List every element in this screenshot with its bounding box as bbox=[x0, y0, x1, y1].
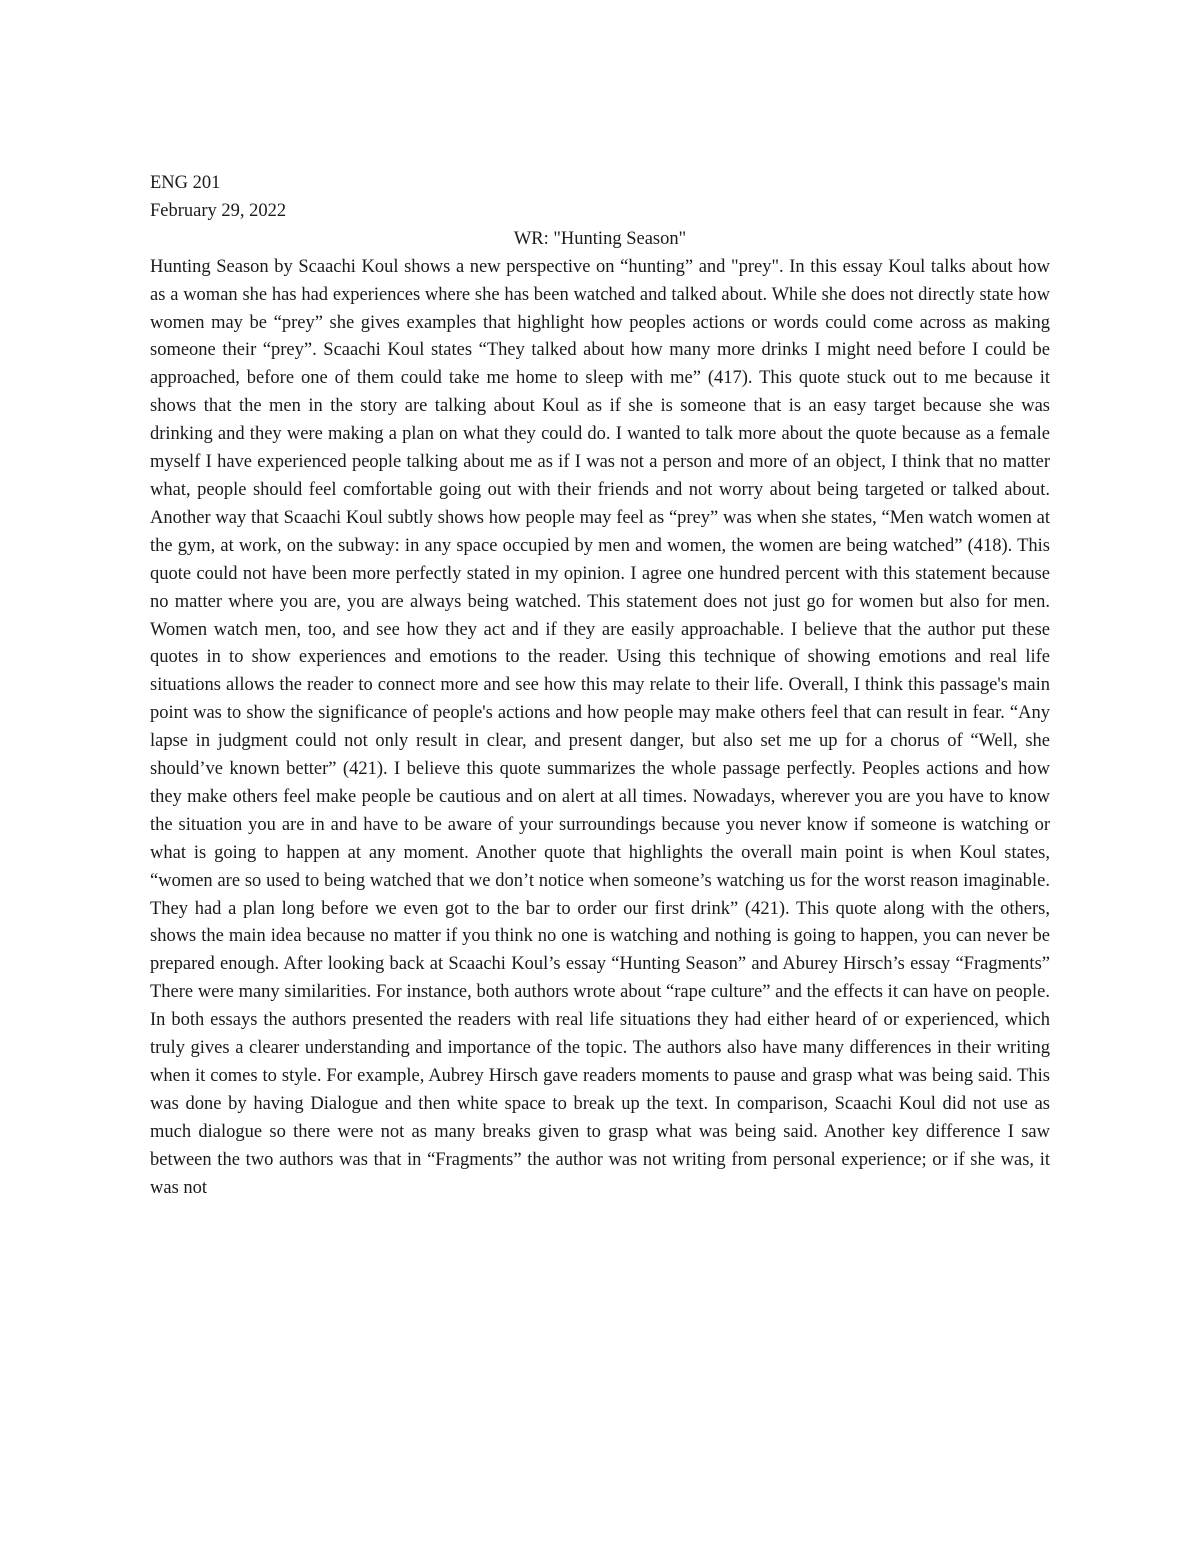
essay-body: Hunting Season by Scaachi Koul shows a new perspective on “hunting” and "prey". In this essay Koul talks about how as a woman she has had experiences where she has been watched and talked about. While she does not directly state how women may be “prey” she gives examples that highlight how peoples actions or words could come across as making someone their “prey”. Scaachi Koul states “They talked about how many more drinks I might need before I could be approached, before one of them could take me home to sleep with me” (417). This quote stuck out to me because it shows that the men in the story are talking about Koul as if she is someone that is an easy target because she was drinking and they were making a plan on what they could do. I wanted to talk more about the quote because as a female myself I have experienced people talking about me as if I was not a person and more of an object, I think that no matter what, people should feel comfortable going out with their friends and not worry about being targeted or talked about. Another way that Scaachi Koul subtly shows how people may feel as “prey” was when she states, “Men watch women at the gym, at work, on the subway: in any space occupied by men and women, the women are being watched” (418). This quote could not have been more perfectly stated in my opinion. I agree one hundred percent with this statement because no matter where you are, you are always being watched. This statement does not just go for women but also for men. Women watch men, too, and see how they act and if they are easily approachable. I believe that the author put these quotes in to show experiences and emotions to the reader. Using this technique of showing emotions and real life situations allows the reader to connect more and see how this may relate to their life. Overall, I think this passage's main point was to show the significance of people's actions and how people may make others feel that can result in fear. “Any lapse in judgment could not only result in clear, and present danger, but also set me up for a chorus of “Well, she should’ve known better” (421). I believe this quote summarizes the whole passage perfectly. Peoples actions and how they make others feel make people be cautious and on alert at all times. Nowadays, wherever you are you have to know the situation you are in and have to be aware of your surroundings because you never know if someone is watching or what is going to happen at any moment. Another quote that highlights the overall main point is when Koul states, “women are so used to being watched that we don’t notice when someone’s watching us for the worst reason imaginable. They had a plan long before we even got to the bar to order our first drink” (421). This quote along with the others, shows the main idea because no matter if you think no one is watching and nothing is going to happen, you can never be prepared enough. After looking back at Scaachi Koul’s essay “Hunting Season” and Aburey Hirsch’s essay “Fragments” There were many similarities. For instance, both authors wrote about “rape culture” and the effects it can have on people. In both essays the authors presented the readers with real life situations they had either heard of or experienced, which truly gives a clearer understanding and importance of the topic. The authors also have many differences in their writing when it comes to style. For example, Aubrey Hirsch gave readers moments to pause and grasp what was being said. This was done by having Dialogue and then white space to break up the text. In comparison, Scaachi Koul did not use as much dialogue so there were not as many breaks given to grasp what was being said. Another key difference I saw between the two authors was that in “Fragments” the author was not writing from personal experience; or if she was, it was not bbox=[150, 256, 1050, 1198]
course-name: ENG 201 bbox=[150, 173, 221, 193]
document-content bbox=[150, 170, 1050, 1203]
document-title: WR: "Hunting Season" bbox=[513, 228, 687, 249]
document-date: February 29, 2022 bbox=[150, 200, 287, 221]
